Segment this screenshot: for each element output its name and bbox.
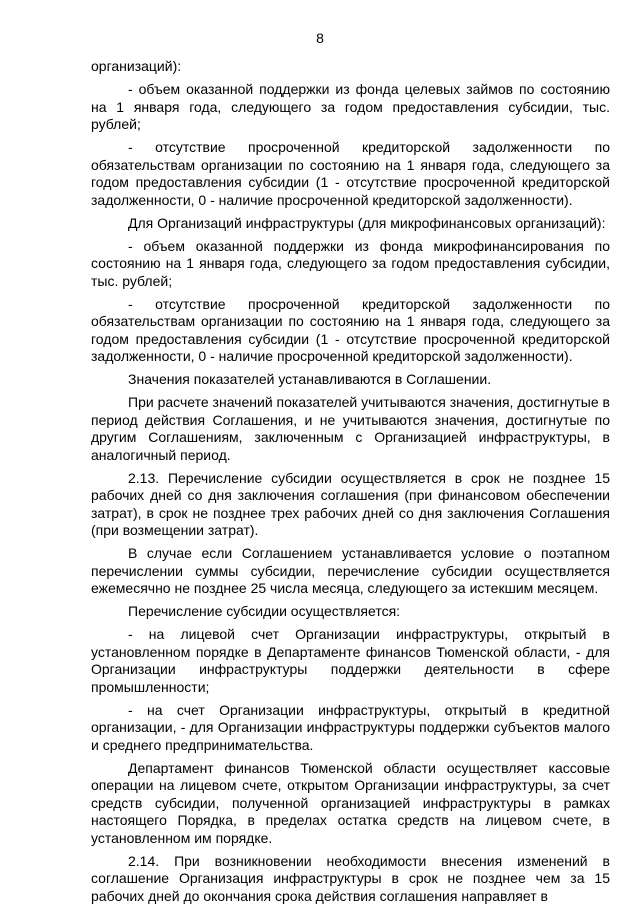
paragraph-indicator-values: Значения показателей устанавливаются в Соглашении.: [128, 371, 492, 387]
paragraph-transfer-heading: Перечисление субсидии осуществляется:: [128, 603, 401, 619]
page-number: 8: [316, 30, 324, 46]
paragraph-microfinance-volume: - объем оказанной поддержки из фонда микрофинансирования по состоянию на 1 января года, следующего за годом предоставления субсидии, тыс. рублей;: [91, 237, 610, 289]
document-body: [91, 58, 610, 911]
paragraph-staged-transfer: В случае если Соглашением устанавливается условие о поэтапном перечислении суммы субсидии, перечисление субсидии осуществляется ежемесячно не позднее 25 числа месяца, следующего за истекшим месяцем.: [91, 545, 610, 596]
paragraph-section-2-13: 2.13. Перечисление субсидии осуществляется в срок не позднее 15 рабочих дней со дня заключения соглашения (при финансовом обеспечении затрат), в срок не позднее трех рабочих дней со дня заключения Соглашения (при возмещении затрат).: [91, 469, 610, 538]
paragraph-credit-org-account: - на счет Организации инфраструктуры, открытый в кредитной организации, - для Организации инфраструктуры поддержки субъектов малого и среднего предпринимательства.: [91, 701, 610, 753]
paragraph-no-overdue-debt-1: - отсутствие просроченной кредиторской задолженности по обязательствам организации по состоянию на 1 января года, следующего за годом предоставления субсидии (1 - отсутствие просроченной кредиторской задолженности, 0 - наличие просроченной кредиторской задолженности).: [91, 139, 610, 208]
paragraph-section-2-14: 2.14. При возникновении необходимости внесения изменений в соглашение Организация инфраструктуры в срок не позднее чем за 15 рабочих дней до окончания срока действия соглашения направляет в: [91, 852, 610, 904]
paragraph-microfinance-heading: Для Организаций инфраструктуры (для микрофинансовых организаций):: [128, 214, 606, 231]
paragraph-cash-operations: Департамент финансов Тюменской области осуществляет кассовые операции на лицевом счете, открытом Организации инфраструктуры, за счет средств субсидии, полученной организацией инфраструктуры в рамках настоящего Порядка, в пределах остатка средств на лицевом счете, в установленном им порядке.: [91, 759, 610, 846]
paragraph-personal-account: - на лицевой счет Организации инфраструктуры, открытый в установленном порядке в Департаменте финансов Тюменской области, - для Организации инфраструктуры поддержки деятельности в сфере промышленности;: [91, 626, 610, 695]
paragraph-indicator-calculation: При расчете значений показателей учитываются значения, достигнутые в период действия Соглашения, и не учитываются значения, достигнутые по другим Соглашениям, заключенным с Организацией инфраструктуры, в аналогичный период.: [91, 394, 610, 463]
paragraph-org-continuation: организаций):: [91, 58, 182, 74]
paragraph-no-overdue-debt-2: - отсутствие просроченной кредиторской задолженности по обязательствам организации по состоянию на 1 января года, следующего за годом предоставления субсидии (1 - отсутствие просроченной кредиторской задолженности, 0 - наличие просроченной кредиторской задолженности).: [91, 295, 610, 364]
paragraph-loan-fund-volume: - объем оказанной поддержки из фонда целевых займов по состоянию на 1 января года, следующего за годом предоставления субсидии, тыс. рублей;: [91, 81, 610, 132]
